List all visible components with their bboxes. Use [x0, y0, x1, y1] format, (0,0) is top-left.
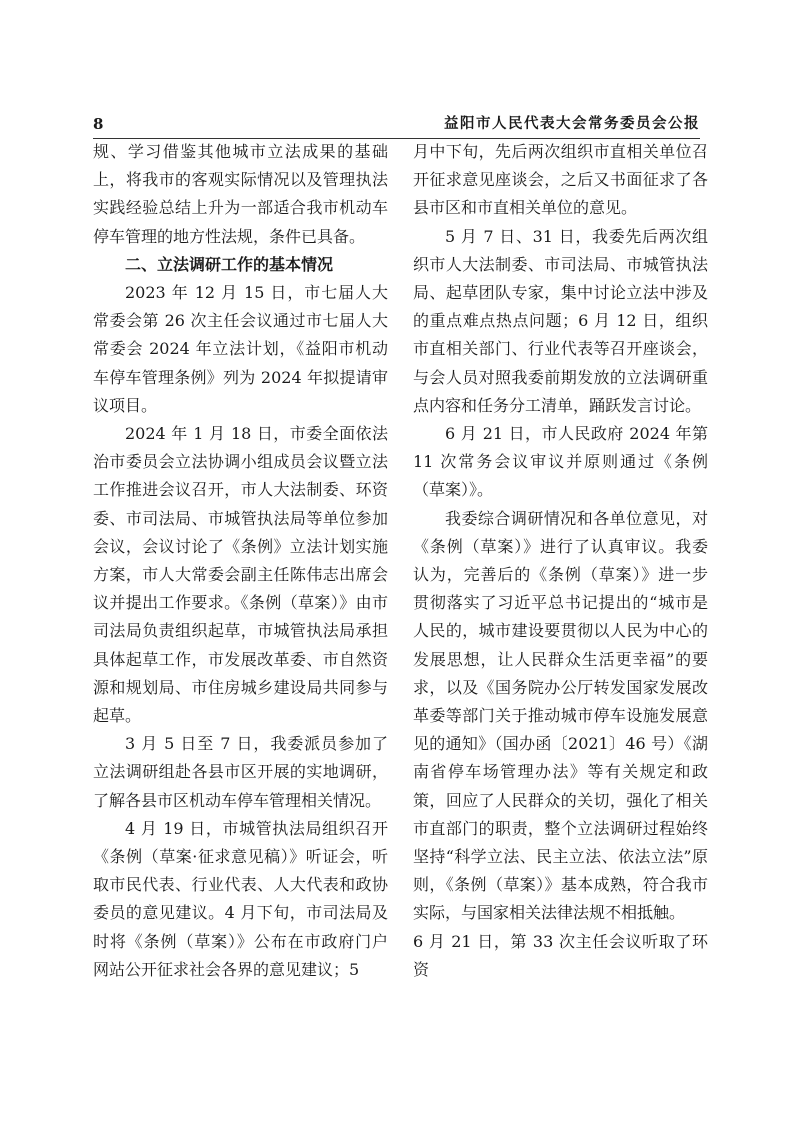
paragraph: 2023 年 12 月 15 日，市七届人大常委会第 26 次主任会议通过市七届人大常委会 2024 年立法计划，《益阳市机动车停车管理条例》列为 2024 年拟提请审议项目。 — [93, 283, 388, 415]
page-number: 8 — [93, 115, 104, 133]
left-column — [93, 138, 388, 984]
paragraph-continued: 月中下旬，先后两次组织市直相关单位召开征求意见座谈会，之后又书面征求了各县市区和市直相关单位的意见。 — [413, 142, 708, 218]
paragraph: 3 月 5 日至 7 日，我委派员参加了立法调研组赴各县市区开展的实地调研，了解各县市区机动车停车管理相关情况。 — [93, 734, 388, 810]
journal-title: 益阳市人民代表大会常务委员会公报 — [444, 115, 700, 132]
paragraph: 2024 年 1 月 18 日，市委全面依法治市委员会立法协调小组成员会议暨立法工作推进会议召开，市人大法制委、环资委、市司法局、市城管执法局等单位参加会议，会议讨论了《条例》立法计划实施方案，市人大常委会副主任陈伟志出席会议并提出工作要求。《条例（草案）》由市司法局负责组织起草，市城管执法局承担具体起草工作，市发展改革委、市自然资源和规划局、市住房城乡建设局共同参与起草。 — [93, 424, 388, 726]
paragraph: 5 月 7 日、31 日，我委先后两次组织市人大法制委、市司法局、市城管执法局、起草团队专家，集中讨论立法中涉及的重点难点热点问题；6 月 12 日，组织市直相关部门、行业代表等召开座谈会，与会人员对照我委前期发放的立法调研重点内容和任务分工清单，踊跃发言讨论。 — [413, 226, 708, 415]
page-header — [93, 112, 700, 136]
paragraph: 4 月 19 日，市城管执法局组织召开《条例（草案·征求意见稿）》听证会，听取市民代表、行业代表、人大代表和政协委员的意见建议。4 月下旬，市司法局及时将《条例（草案）》公布在市政府门户网站公开征求社会各界的意见建议；5 — [93, 818, 388, 979]
right-column — [413, 138, 708, 984]
section-heading: 二、立法调研工作的基本情况 — [125, 254, 334, 274]
paragraph: 我委综合调研情况和各单位意见，对《条例（草案）》进行了认真审议。我委认为，完善后的《条例（草案）》进一步贯彻落实了习近平总书记提出的“城市是人民的，城市建设要贯彻以人民为中心的发展思想，让人民群众生活更幸福”的要求，以及《国务院办公厅转发国家发展改革委等部门关于推动城市停车设施发展意见的通知》（国办函〔2021〕46 号）《湖南省停车场管理办法》等有关规定和政策，回应了人民群众的关切，强化了相关市直部门的职责，整个立法调研过程始终坚持“科学立法、民主立法、依法立法”原则，《条例（草案）》基本成熟，符合我市实际，与国家相关法律法规不相抵触。 — [413, 508, 708, 923]
paragraph-continued: 规、学习借鉴其他城市立法成果的基础上，将我市的客观实际情况以及管理执法实践经验总结上升为一部适合我市机动车停车管理的地方性法规，条件已具备。 — [93, 142, 388, 246]
paragraph: 6 月 21 日，市人民政府 2024 年第 11 次常务会议审议并原则通过《条例（草案）》。 — [413, 424, 708, 500]
paragraph: 6 月 21 日，第 33 次主任会议听取了环资 — [413, 931, 708, 979]
